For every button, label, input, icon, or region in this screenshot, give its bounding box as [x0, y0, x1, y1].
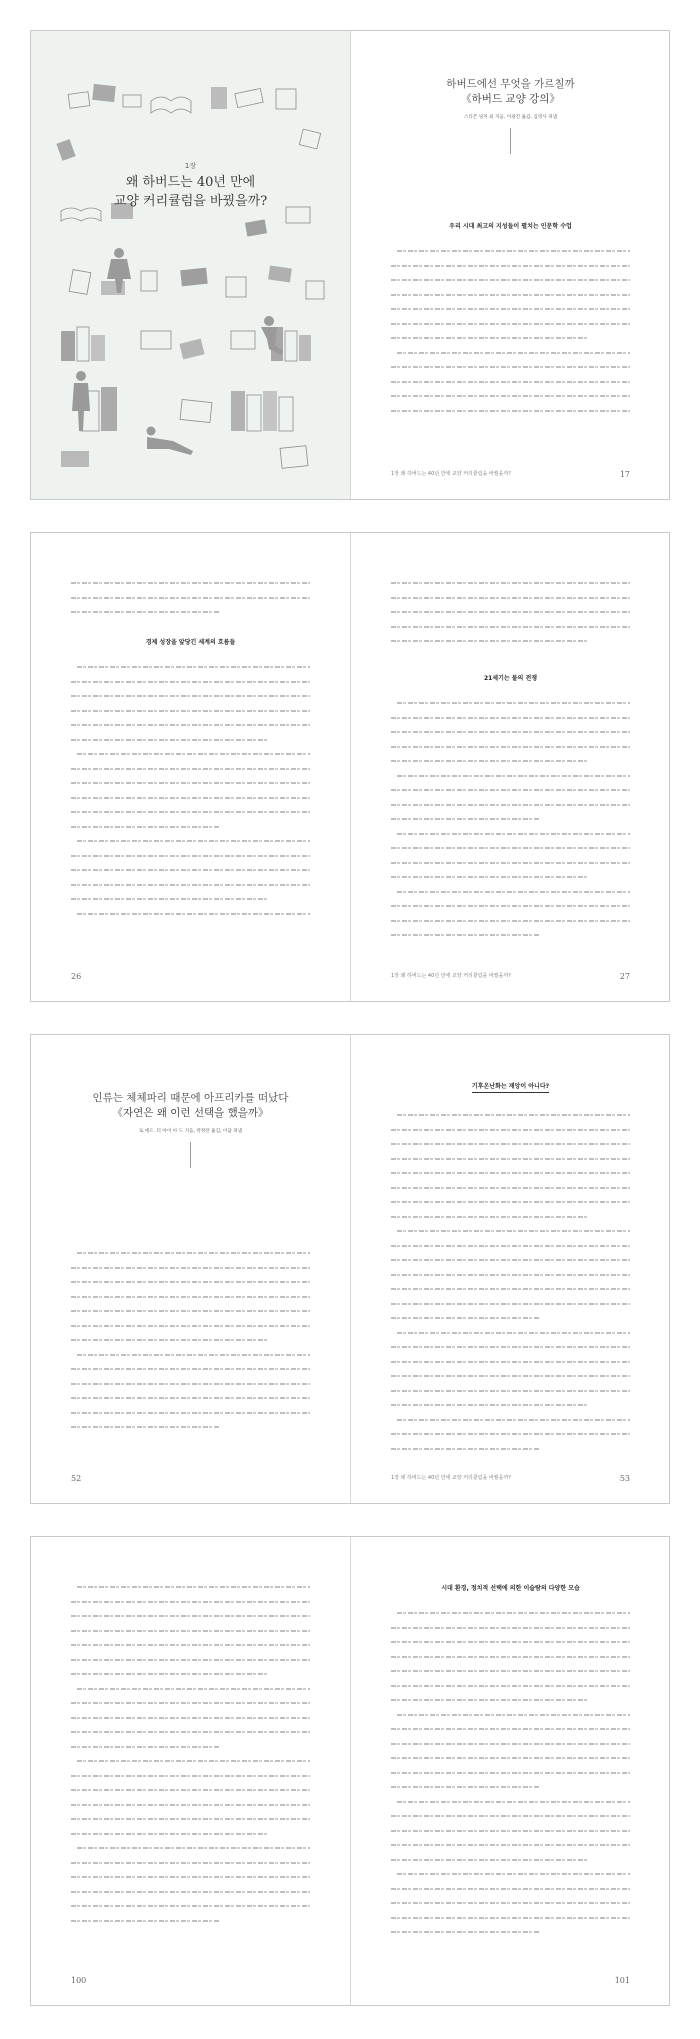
running-footer: 1장 왜 하버드는 40년 만에 교양 커리큘럼을 바꿨을까? — [391, 471, 511, 477]
book-header — [351, 77, 670, 154]
page-27 — [351, 533, 670, 1001]
page-number: 26 — [71, 972, 82, 981]
spread-3 — [30, 1034, 670, 1504]
spread-1 — [30, 30, 670, 500]
section-heading: 경제 성장을 앞당긴 세계의 흐름들 — [145, 639, 236, 646]
section-heading: 시대 환경, 정치적 선택에 의한 이슬람의 다양한 모습 — [441, 1585, 580, 1592]
spread-2 — [30, 532, 670, 1002]
book-title: 《하버드 교양 강의》 — [461, 93, 560, 105]
running-footer: 1장 왜 하버드는 40년 만에 교양 커리큘럼을 바꿨을까? — [391, 973, 511, 979]
book-title: 《자연은 왜 이런 선택을 했을까》 — [112, 1107, 269, 1119]
body-text — [391, 577, 630, 650]
book-tagline: 인류는 체체파리 때문에 아프리카를 떠났다 — [92, 1092, 289, 1104]
spread-4 — [30, 1536, 670, 2006]
chapter-title-line-1: 왜 하버드는 40년 만에 — [125, 175, 256, 190]
page-number: 101 — [614, 1976, 630, 1985]
page-number: 17 — [619, 470, 630, 479]
body-text — [391, 1607, 630, 1941]
running-footer: 1장 왜 하버드는 40년 만에 교양 커리큘럼을 바꿨을까? — [391, 1475, 511, 1481]
page-number: 27 — [619, 972, 630, 981]
page-100 — [31, 1537, 350, 2005]
header-rule — [510, 128, 511, 154]
page-number: 52 — [71, 1474, 82, 1483]
chapter-opener-page — [31, 31, 350, 499]
section-heading: 우리 시대 최고의 지성들이 펼치는 인문학 수업 — [449, 223, 572, 230]
body-text — [71, 661, 310, 922]
page-101 — [351, 1537, 670, 2005]
body-text — [391, 245, 630, 419]
page-52 — [31, 1035, 350, 1503]
chapter-title — [31, 173, 350, 211]
body-text — [391, 1109, 630, 1457]
body-text — [71, 1581, 310, 1929]
chapter-label: 1장 — [184, 162, 197, 170]
book-reading-illustration — [31, 31, 350, 499]
page-number: 53 — [619, 1474, 630, 1483]
section-heading-text: 기후온난화는 재앙이 아니다? — [472, 1083, 549, 1093]
book-credit: 로 에드 .티 아이 아 드 지음, 박정란 옮김, 이담 펴냄 — [138, 1129, 243, 1134]
page-26 — [31, 533, 350, 1001]
book-intro-page — [351, 31, 670, 499]
section-heading — [351, 1081, 670, 1090]
page-number: 100 — [71, 1976, 87, 1985]
book-credit: 스티븐 핑커 외 지음, 이광진 옮김, 김영사 펴냄 — [463, 115, 558, 120]
body-text — [391, 697, 630, 944]
body-text — [71, 577, 310, 621]
book-header — [31, 1091, 350, 1168]
section-heading: 21세기는 물의 전쟁 — [483, 675, 538, 682]
page-53 — [351, 1035, 670, 1503]
header-rule — [190, 1142, 191, 1168]
body-text — [71, 1247, 310, 1436]
book-tagline: 하버드에선 무엇을 가르칠까 — [446, 78, 575, 90]
chapter-title-line-2: 교양 커리큘럼을 바꿨을까? — [113, 194, 268, 209]
